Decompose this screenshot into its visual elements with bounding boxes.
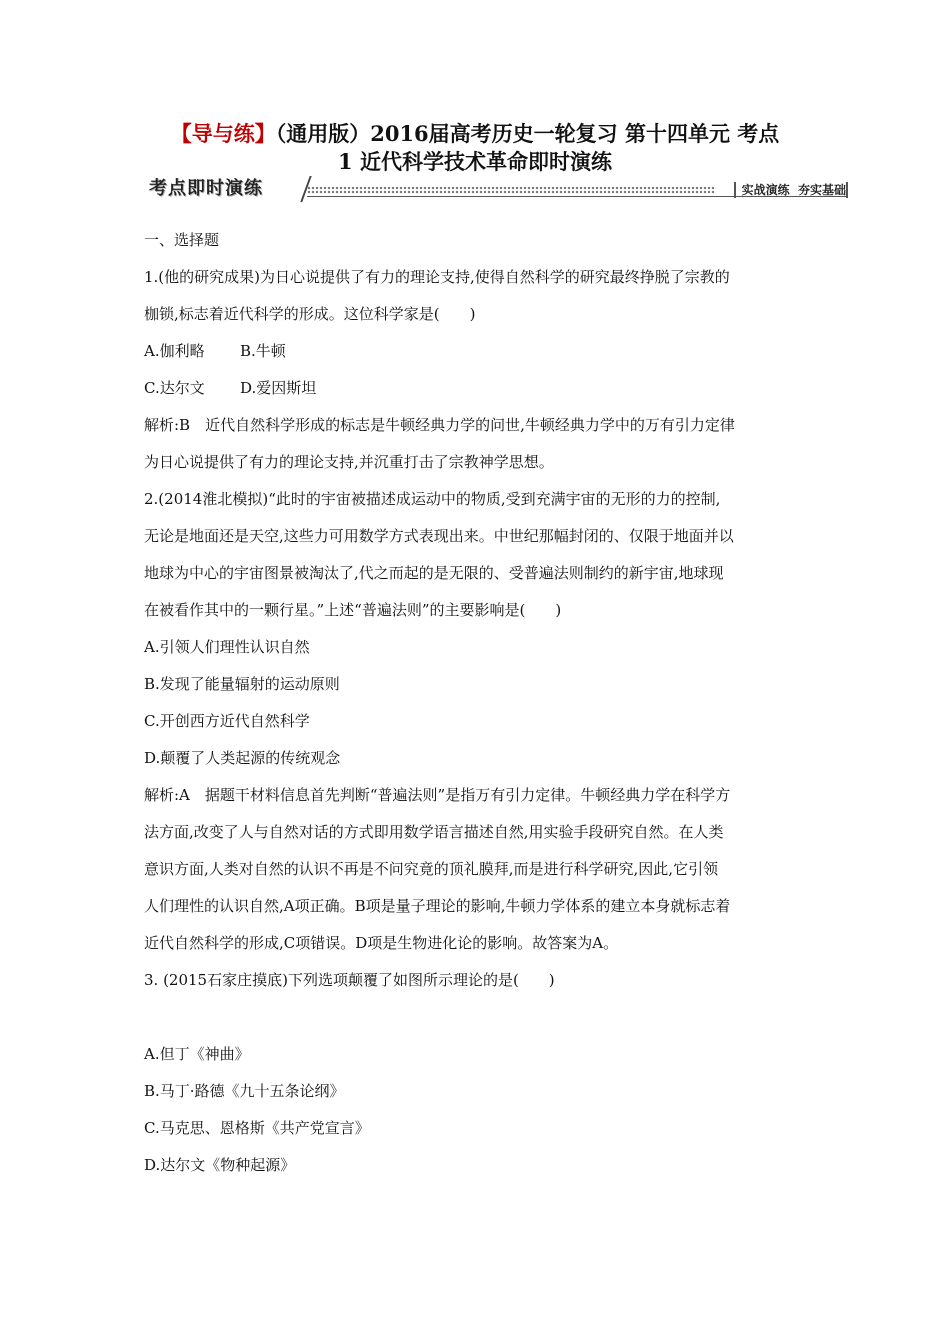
option-d: D.颠覆了人类起源的传统观念 [144, 749, 341, 767]
option-b: B.牛顿 [240, 342, 286, 360]
option-a: A.引领人们理性认识自然 [144, 638, 310, 656]
document-body [144, 222, 824, 1184]
question-1-line-2: 枷锁,标志着近代科学的形成。这位科学家是( ) [144, 305, 476, 323]
question-1-explanation-2: 为日心说提供了有力的理论支持,并沉重打击了宗教神学思想。 [144, 453, 554, 471]
question-2-line-3: 地球为中心的宇宙图景被淘汰了,代之而起的是无限的、受普遍法则制约的新宇宙,地球现 [144, 564, 724, 582]
banner-label: 考点即时演练 [149, 178, 263, 199]
option-a: A.但丁《神曲》 [144, 1045, 250, 1063]
section-banner [143, 176, 848, 206]
question-1-explanation-1: 解析:B 近代自然科学形成的标志是牛顿经典力学的问世,牛顿经典力学中的万有引力定律 [144, 416, 735, 434]
banner-right-label: 实战演练 夯实基础 [734, 182, 848, 198]
question-2 [144, 481, 824, 962]
question-1-options-cd [144, 370, 824, 407]
question-2-line-2: 无论是地面还是天空,这些力可用数学方式表现出来。中世纪那幅封闭的、仅限于地面并以 [144, 527, 734, 545]
title-line-1-text: （通用版）2016届高考历史一轮复习 第十四单元 考点 [275, 121, 780, 146]
title-line-1 [120, 120, 830, 148]
question-3-line-1: 3. (2015石家庄摸底)下列选项颠覆了如图所示理论的是( ) [144, 971, 555, 989]
option-b: B.发现了能量辐射的运动原则 [144, 675, 340, 693]
title-bracket: 【导与练】 [170, 121, 276, 146]
question-1 [144, 259, 824, 481]
question-2-explanation-5: 近代自然科学的形成,C项错误。D项是生物进化论的影响。故答案为A。 [144, 934, 619, 952]
question-1-options-ab [144, 333, 824, 370]
option-a: A.伽利略 [144, 342, 205, 360]
document-title [120, 120, 830, 176]
question-2-explanation-4: 人们理性的认识自然,A项正确。B项是量子理论的影响,牛顿力学体系的建立本身就标志着 [144, 897, 731, 915]
option-c: C.马克思、恩格斯《共产党宣言》 [144, 1119, 370, 1137]
banner-dotted-strip [307, 186, 716, 194]
question-2-line-4: 在被看作其中的一颗行星。”上述“普遍法则”的主要影响是( ) [144, 601, 562, 619]
title-line-2: 1 近代科学技术革命即时演练 [338, 149, 612, 174]
option-d: D.爱因斯坦 [240, 379, 317, 397]
section-heading: 一、选择题 [144, 231, 220, 249]
option-d: D.达尔文《物种起源》 [144, 1156, 296, 1174]
question-3 [144, 962, 824, 1184]
question-1-line-1: 1.(他的研究成果)为日心说提供了有力的理论支持,使得自然科学的研究最终挣脱了宗教的 [144, 268, 730, 286]
option-c: C.达尔文 [144, 379, 205, 397]
option-b: B.马丁·路德《九十五条论纲》 [144, 1082, 345, 1100]
option-c: C.开创西方近代自然科学 [144, 712, 310, 730]
question-2-explanation-3: 意识方面,人类对自然的认识不再是不问究竟的顶礼膜拜,而是进行科学研究,因此,它引领 [144, 860, 719, 878]
figure-placeholder [144, 999, 824, 1036]
question-2-line-1: 2.(2014淮北模拟)“此时的宇宙被描述成运动中的物质,受到充满宇宙的无形的力的控制, [144, 490, 721, 508]
question-2-explanation-2: 法方面,改变了人与自然对话的方式即用数学语言描述自然,用实验手段研究自然。在人类 [144, 823, 724, 841]
question-2-explanation-1: 解析:A 据题干材料信息首先判断“普遍法则”是指万有引力定律。牛顿经典力学在科学方 [144, 786, 731, 804]
